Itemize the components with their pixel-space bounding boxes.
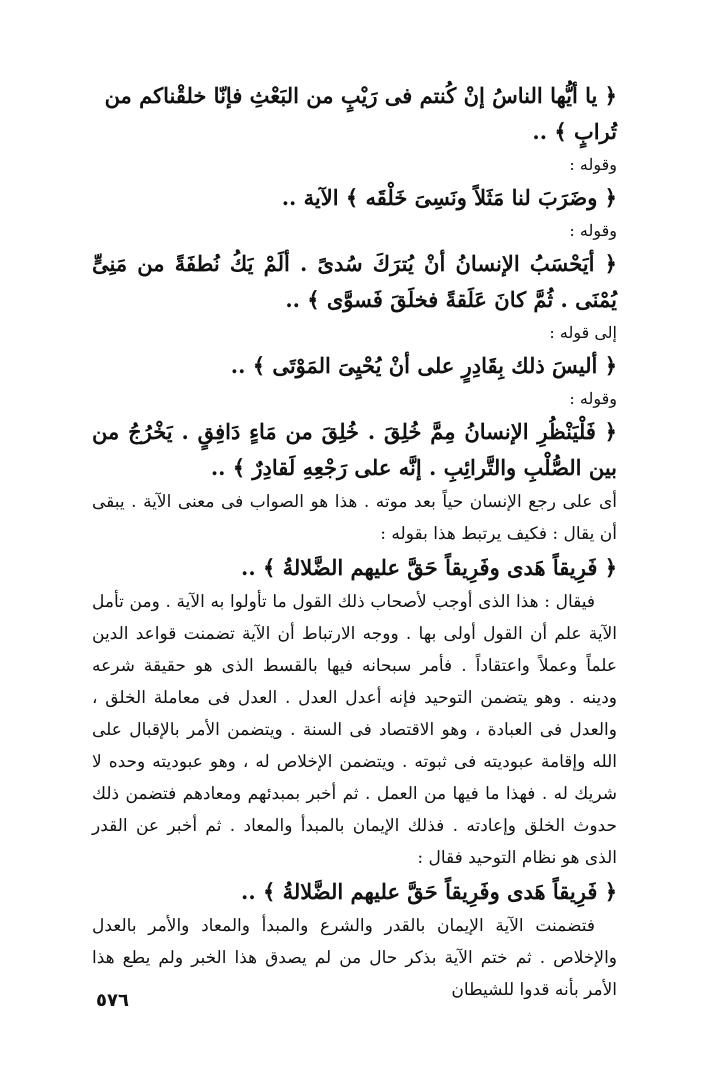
verse-intro: وقوله : — [569, 389, 617, 408]
quran-verse: ﴿ فَلْيَنْظُرِ الإنسانُ مِمَّ خُلِقَ . خُلِقَ من مَاءٍ دَافِقٍ . يَخْرُجُ من بين الصُّلْبِ والتَّرائِبِ . إنَّه على رَجْعِهِ لَقادِرٌ ﴾ .. — [92, 419, 617, 480]
commentary-paragraph: فيقال : هذا الذى أوجب لأصحاب ذلك القول ما تأولوا به الآية . ومن تأمل الآية علم أن القول أولى بها . ووجه الارتباط أن الآية تضمنت قواعد الدين علماً وعملاً واعتقاداً . فأمر سبحانه فيها بالقسط الذى هو حقيقة شرعه ودينه . وهو يتضمن التوحيد فإنه أعدل العدل . العدل فى معاملة الخلق ، والعدل فى العبادة ، وهو الاقتصاد فى السنة . ويتضمن الأمر بالإقبال على الله وإقامة عبوديته فى ثبوته . ويتضمن الإخلاص له ، وهو عبوديته وحده لا شريك له . فهذا ما فيها من العمل . ثم أخبر بمبدئهم ومعادهم فتضمن ذلك حدوث الخلق وإعادته . فذلك الإيمان بالمبدأ والمعاد . ثم أخبر عن القدر الذى هو نظام التوحيد فقال : — [92, 592, 617, 868]
page-number: ٥٧٦ — [96, 990, 129, 1011]
commentary-paragraph: فتضمنت الآية الإيمان بالقدر والشرع والمبدأ والمعاد والأمر بالعدل والإخلاص . ثم ختم الآية بذكر حال من لم يصدق هذا الخبر ولم يطع هذا الأمر بأنه قدوا للشيطان — [92, 916, 617, 1000]
commentary-paragraph: أى على رجع الإنسان حياً بعد موته . هذا هو الصواب فى معنى الآية . يبقى أن يقال : فكيف يرتبط هذا بقوله : — [92, 492, 617, 544]
verse-intro: وقوله : — [569, 221, 617, 240]
quran-verse: ﴿ فَرِيقاً هَدى وفَرِيقاً حَقَّ عليهم الضَّلالةُ ﴾ .. — [241, 555, 617, 580]
verse-intro: إلى قوله : — [549, 323, 617, 342]
quran-verse: ﴿ أليسَ ذلك بِقَادِرٍ على أنْ يُحْيِىَ المَوْتَى ﴾ .. — [230, 353, 617, 378]
quran-verse: ﴿ أيَحْسَبُ الإنسانُ أنْ يُترَكَ سُدىً . ألَمْ يَكُ نُطفَةً من مَنِىٍّ يُمْنَى . ثُمَّ كانَ عَلَقةً فخلَقَ فَسوَّى ﴾ .. — [92, 251, 617, 312]
quran-verse: ﴿ يا أيُّها الناسُ إنْ كُنتم فى رَيْبٍ من البَعْثِ فإنّا خلقْناكم من تُرابٍ ﴾ .. — [104, 83, 617, 144]
quran-verse: ﴿ فَرِيقاً هَدى وفَرِيقاً حَقَّ عليهم الضَّلالةُ ﴾ .. — [241, 879, 617, 904]
quran-verse: ﴿ وضَرَبَ لنا مَثَلاً ونَسِىَ خَلْقَه ﴾ الآية .. — [281, 185, 617, 210]
verse-intro: وقوله : — [569, 155, 617, 174]
page-body — [92, 78, 617, 1006]
